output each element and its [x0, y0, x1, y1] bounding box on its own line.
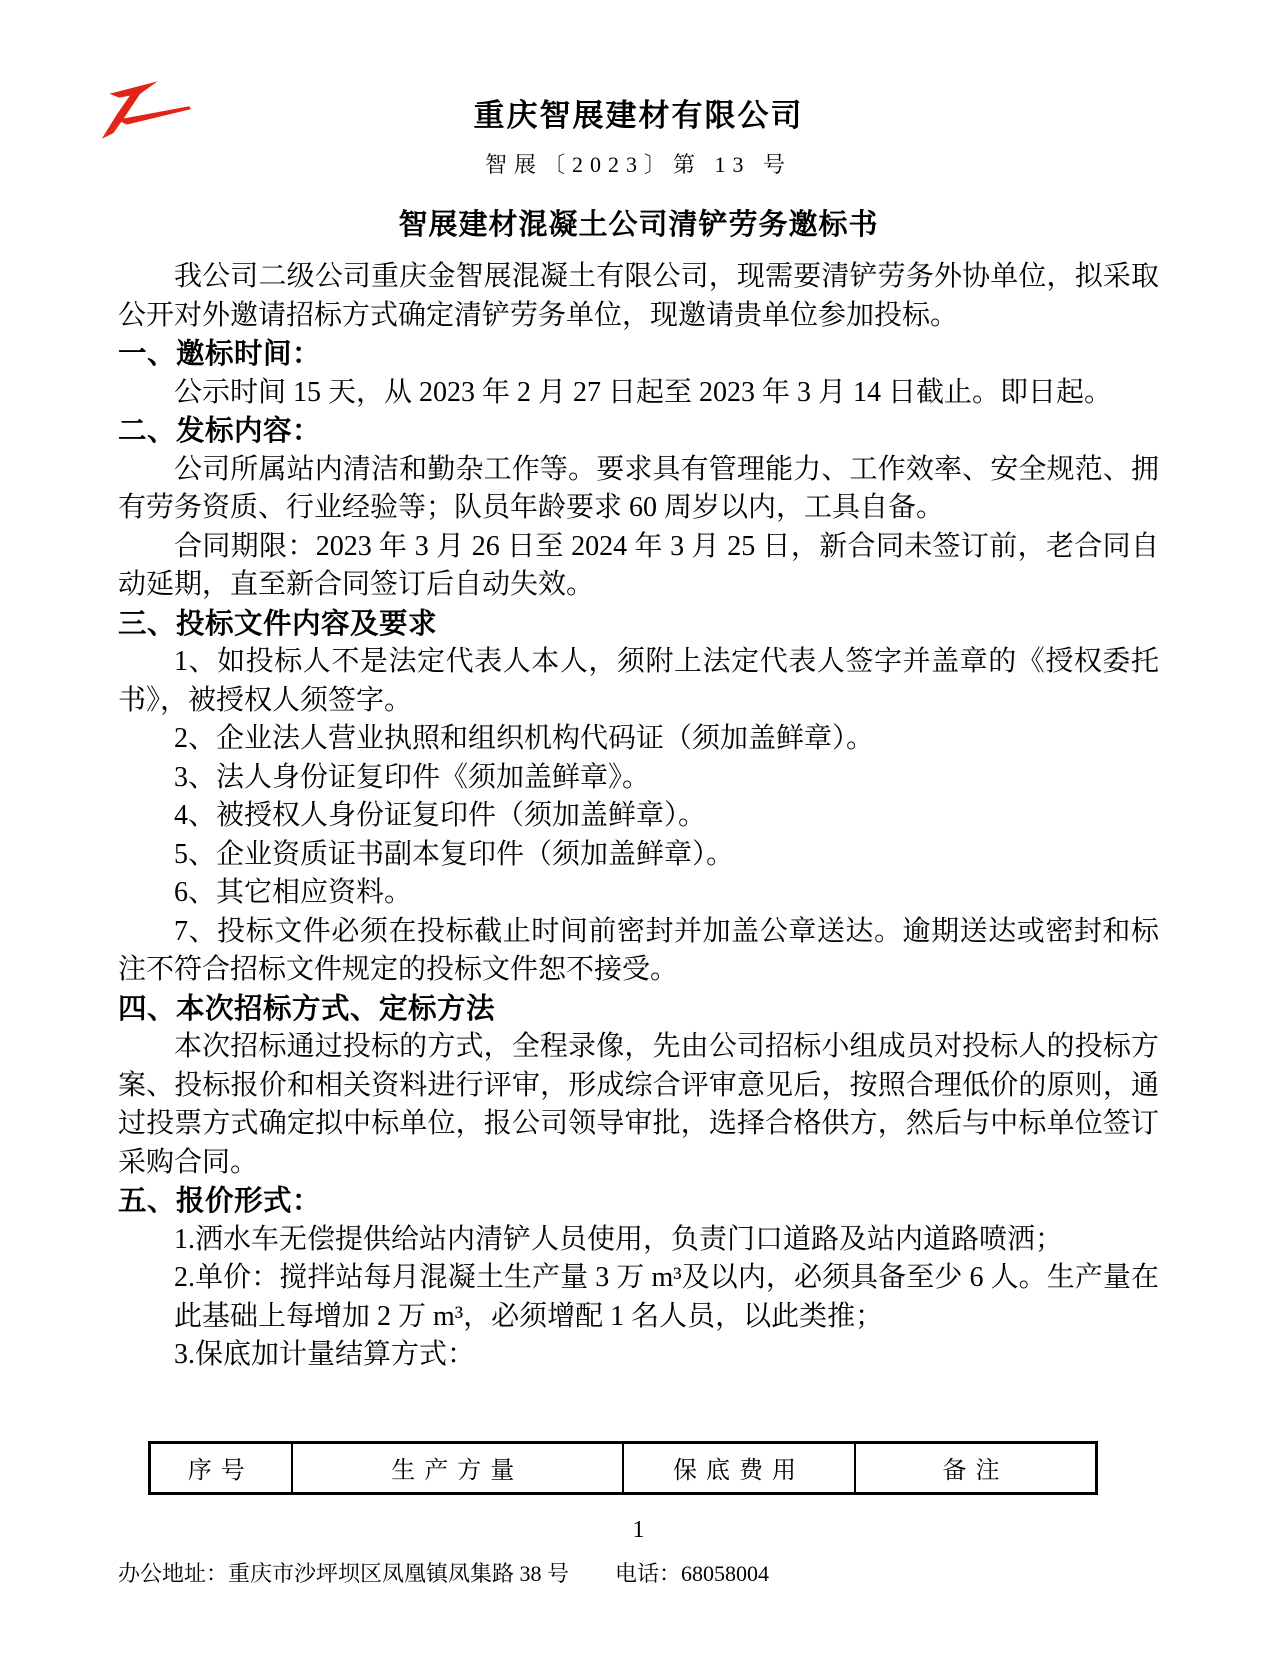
company-logo-icon	[96, 76, 192, 150]
intro-paragraph: 我公司二级公司重庆金智展混凝土有限公司，现需要清铲劳务外协单位，拟采取公开对外邀请招标方式确定清铲劳务单位，现邀请贵单位参加投标。	[118, 261, 1159, 331]
page-number: 1	[632, 1516, 645, 1543]
doc-number: 智展〔2023〕第 13 号	[484, 152, 792, 177]
footer-address: 办公地址：重庆市沙坪坝区凤凰镇凤集路 38 号	[118, 1560, 570, 1586]
pricing-table-header-serial: 序号	[150, 1442, 292, 1493]
section-2-paragraph: 合同期限：2023 年 3 月 26 日至 2024 年 3 月 25 日，新合同未签订前，老合同自动延期，直至新合同签订后自动失效。	[118, 530, 1159, 600]
pricing-table-header-remark: 备注	[855, 1442, 1097, 1493]
section-5-list	[118, 1221, 1159, 1375]
pricing-table-header-fee: 保底费用	[623, 1442, 855, 1493]
section-3-item: 3、法人身份证复印件《须加盖鲜章》。	[174, 761, 651, 793]
section-3-item: 7、投标文件必须在投标截止时间前密封并加盖公章送达。逾期送达或密封和标注不符合招标文件规定的投标文件恕不接受。	[118, 915, 1159, 985]
section-4-paragraph: 本次招标通过投标的方式，全程录像，先由公司招标小组成员对投标人的投标方案、投标报价和相关资料进行评审，形成综合评审意见后，按照合理低价的原则，通过投票方式确定拟中标单位，报公司领导审批，选择合格供方，然后与中标单位签订采购合同。	[118, 1031, 1159, 1178]
doc-title: 智展建材混凝土公司清铲劳务邀标书	[398, 209, 879, 241]
section-5-heading: 五、报价形式：	[118, 1185, 322, 1217]
section-5-item: 2.单价：搅拌站每月混凝土生产量 3 万 m³及以内，必须具备至少 6 人。生产量在此基础上每增加 2 万 m³，必须增配 1 名人员，以此类推；	[174, 1262, 1159, 1332]
section-3-item: 1、如投标人不是法定代表人本人，须附上法定代表人签字并盖章的《授权委托书》，被授权人须签字。	[118, 646, 1159, 716]
section-4-heading: 四、本次招标方式、定标方法	[118, 992, 496, 1025]
section-3-item: 2、企业法人营业执照和组织机构代码证（须加盖鲜章）。	[174, 723, 875, 754]
pricing-table-header-row	[150, 1442, 1097, 1493]
document-body	[118, 258, 1159, 1375]
section-1-paragraph: 公示时间 15 天，从 2023 年 2 月 27 日起至 2023 年 3 月 14 日截止。即日起。	[174, 376, 1113, 408]
section-2-paragraph: 公司所属站内清洁和勤杂工作等。要求具有管理能力、工作效率、安全规范、拥有劳务资质、行业经验等；队员年龄要求 60 周岁以内，工具自备。	[118, 453, 1159, 523]
section-3-item: 4、被授权人身份证复印件（须加盖鲜章）。	[174, 800, 707, 831]
footer-phone: 电话：68058004	[615, 1560, 770, 1586]
section-5-item: 1.洒水车无偿提供给站内清铲人员使用，负责门口道路及站内道路喷洒；	[174, 1223, 1064, 1255]
section-3-item: 5、企业资质证书副本复印件（须加盖鲜章）。	[174, 838, 735, 870]
pricing-table	[148, 1441, 1098, 1495]
document-content	[118, 0, 1159, 1589]
section-2-heading: 二、发标内容：	[118, 415, 322, 447]
pricing-table-header-volume: 生产方量	[292, 1442, 623, 1493]
company-name: 重庆智展建材有限公司	[473, 98, 804, 133]
section-3-item: 6、其它相应资料。	[174, 877, 413, 908]
section-5-item: 3.保底加计量结算方式：	[174, 1339, 476, 1370]
section-1-heading: 一、邀标时间：	[118, 338, 322, 370]
document-footer	[118, 1559, 1159, 1589]
section-3-heading: 三、投标文件内容及要求	[118, 607, 438, 640]
